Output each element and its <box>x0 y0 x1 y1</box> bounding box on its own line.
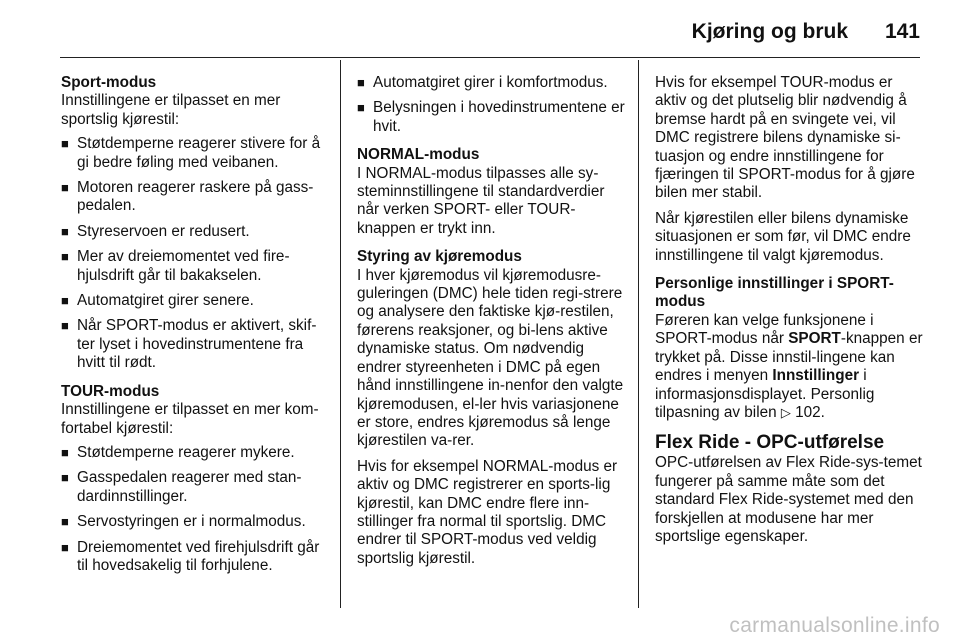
list-item: ■ Styreservoen er redusert. <box>61 222 250 240</box>
bullet-icon: ■ <box>357 75 365 90</box>
sport-list <box>61 135 326 372</box>
innstillinger-menu-label: Innstillinger <box>772 367 860 385</box>
page-number: 141 <box>884 20 920 43</box>
bullet-icon: ■ <box>61 293 69 309</box>
column-divider-1 <box>340 60 341 608</box>
list-item: ■ Dreiemomentet ved firehjulsdrift går til hovedsakelig til forhjulene. <box>61 538 320 574</box>
bullet-icon: ■ <box>61 470 69 486</box>
personal-text: Føreren kan velge funksjonene i SPORT-modus når SPORT-knappen er trykket på. Disse innstil-lingene kan endres i menyen Innstillinger i informasjonsdisplayet. Personlig tilpasning av bilen ▷ 102. <box>655 311 923 421</box>
column-1 <box>61 74 326 582</box>
flex-ride-heading: Flex Ride - OPC-utførelse <box>655 432 885 454</box>
bullet-icon: ■ <box>61 136 69 152</box>
tour-list <box>61 444 326 575</box>
bullet-icon: ■ <box>61 539 69 555</box>
styring-text: I hver kjøremodus vil kjøremodusre-guleringen (DMC) hele tiden regi-strere og analysere den faktiske kjø-restilen, førerens reaksjoner, og bi-lens aktive dynamiske status. Om nødvendig endrer styreenheten i DMC på egen hånd innstillingene in-nenfor den valgte kjøremodusen, el-ler hvis variasjonene er store, endres kjøremodus så lenge kjørestilen va-rer. <box>357 266 624 450</box>
list-item: ■ Motoren reagerer raskere på gass-pedalen. <box>61 179 314 215</box>
arrow-reference-icon: ▷ <box>780 404 791 420</box>
column-divider-2 <box>638 60 639 608</box>
list-item: ■ Automatgiret girer senere. <box>61 292 254 310</box>
sport-intro: Innstillingene er tilpasset en mer sportslig kjørestil: <box>61 92 281 128</box>
column-2 <box>357 74 625 568</box>
page-reference: 102. <box>790 403 825 421</box>
list-item: ■ Belysningen i hovedinstrumentene er hvit. <box>357 99 625 135</box>
list-item: ■ Når SPORT-modus er aktivert, skif-ter lyset i hovedinstrumentene fra hvitt til rødt. <box>61 317 317 372</box>
tour-heading: TOUR-modus <box>61 382 160 400</box>
list-item: ■ Automatgiret girer i komfortmodus. <box>357 74 608 91</box>
tour-example-text: Hvis for eksempel TOUR-modus er aktiv og det plutselig blir nødvendig å bremse hardt på en svingete vei, vil DMC registrere bilens dynamiske si-tuasjon og endre innstillingene for fjæringen til SPORT-modus for å gjøre bilen mer stabil. <box>655 74 915 202</box>
bullet-icon: ■ <box>61 180 69 196</box>
tour-list-continued <box>357 74 625 136</box>
list-item: ■ Mer av dreiemomentet ved fire-hjulsdrift går til bakakselen. <box>61 248 290 284</box>
sport-button-label: SPORT <box>788 330 841 348</box>
bullet-icon: ■ <box>61 444 69 460</box>
bullet-icon: ■ <box>61 249 69 265</box>
watermark: carmanualsonline.info <box>729 614 940 637</box>
tour-intro: Innstillingene er tilpasset en mer kom-fortabel kjørestil: <box>61 401 319 437</box>
bullet-icon: ■ <box>357 100 365 116</box>
normal-return-text: Når kjørestilen eller bilens dynamiske situasjonen er som før, vil DMC endre innstillingene til valgt kjøremodus. <box>655 209 911 264</box>
chapter-title: Kjøring og bruk <box>691 20 848 43</box>
bullet-icon: ■ <box>61 318 69 334</box>
styring-heading: Styring av kjøremodus <box>357 248 522 266</box>
column-3 <box>655 74 923 546</box>
example-text: Hvis for eksempel NORMAL-modus er aktiv og DMC registrerer en sports-lig kjørestil, kan DMC endre flere inn-stillinger fra normal til sportslig. DMC endrer til SPORT-modus ved veldig sportslig kjørestil. <box>357 457 618 567</box>
list-item: ■ Støtdemperne reagerer stivere for å gi bedre føling med veibanen. <box>61 135 321 171</box>
page-header <box>0 0 960 58</box>
bullet-icon: ■ <box>61 223 69 239</box>
list-item: ■ Servostyringen er i normalmodus. <box>61 513 306 531</box>
normal-text: I NORMAL-modus tilpasses alle sy-steminnstillingene til standardverdier når verken SPORT- eller TOUR-knappen er trykt inn. <box>357 164 605 237</box>
flex-ride-text: OPC-utførelsen av Flex Ride-sys-temet fungerer på samme måte som det standard Flex Ride-systemet med den forskjellen at modusene har mer sportslige egenskaper. <box>655 454 922 545</box>
normal-heading: NORMAL-modus <box>357 146 480 164</box>
list-item: ■ Støtdemperne reagerer mykere. <box>61 443 295 461</box>
sport-heading: Sport-modus <box>61 74 157 91</box>
header-rule <box>60 57 920 58</box>
bullet-icon: ■ <box>61 514 69 530</box>
list-item: ■ Gasspedalen reagerer med stan-dardinnstillinger. <box>61 469 302 505</box>
personal-heading: Personlige innstillinger i SPORT-modus <box>655 275 894 311</box>
